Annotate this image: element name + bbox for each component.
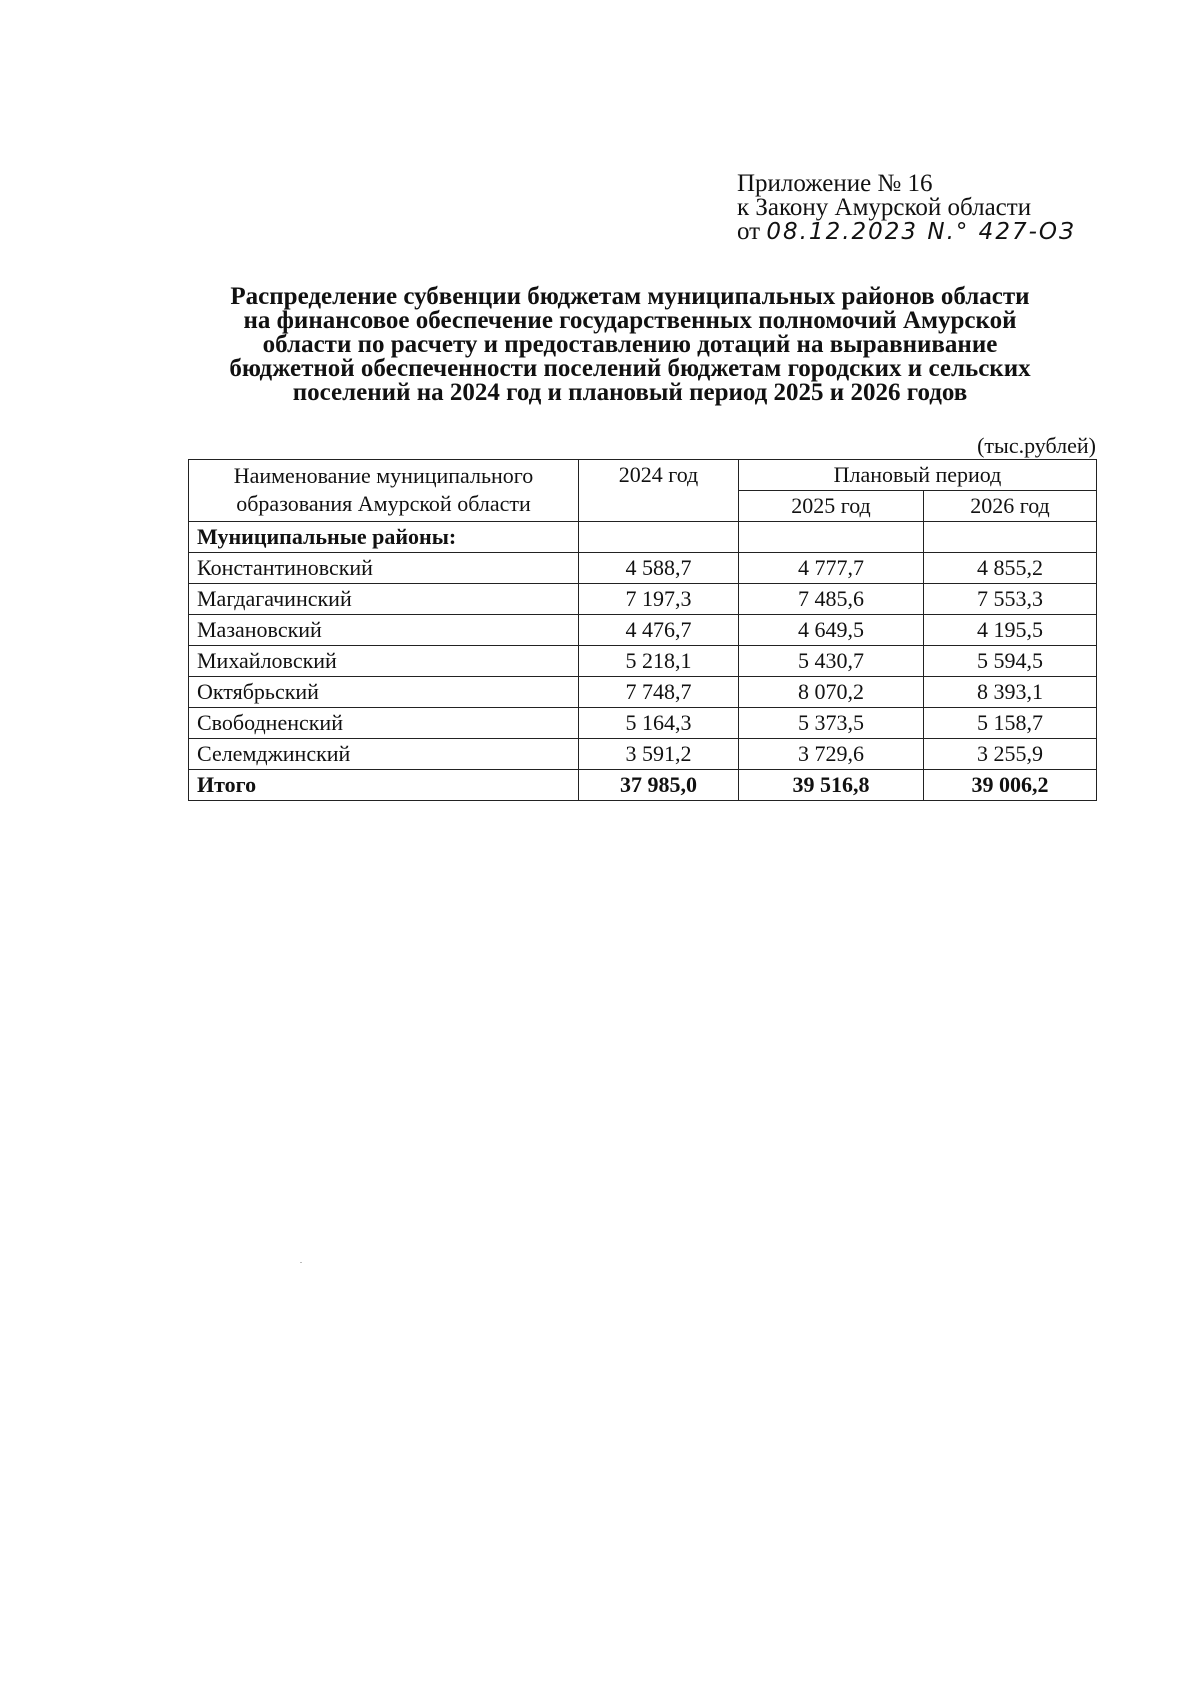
header-2026: 2026 год xyxy=(924,491,1097,522)
row-name: Октябрьский xyxy=(189,677,579,708)
appendix-date-prefix: от xyxy=(737,218,761,245)
row-value-2025: 5 430,7 xyxy=(739,646,924,677)
section-empty-cell xyxy=(739,522,924,553)
section-label: Муниципальные районы: xyxy=(189,522,579,553)
row-value-2024: 5 164,3 xyxy=(579,708,739,739)
header-planned-period: Плановый период xyxy=(739,460,1097,491)
total-value-2026: 39 006,2 xyxy=(924,770,1097,801)
row-value-2025: 3 729,6 xyxy=(739,739,924,770)
total-row xyxy=(189,770,1097,801)
row-name: Константиновский xyxy=(189,553,579,584)
row-value-2024: 3 591,2 xyxy=(579,739,739,770)
row-value-2026: 7 553,3 xyxy=(924,584,1097,615)
row-name: Магдагачинский xyxy=(189,584,579,615)
row-value-2026: 4 855,2 xyxy=(924,553,1097,584)
row-value-2026: 8 393,1 xyxy=(924,677,1097,708)
appendix-date-line xyxy=(737,220,1076,244)
row-value-2025: 7 485,6 xyxy=(739,584,924,615)
row-name: Свободненский xyxy=(189,708,579,739)
title-line-4: бюджетной обеспеченности поселений бюджетам городских и сельских xyxy=(229,355,1031,382)
row-value-2024: 4 588,7 xyxy=(579,553,739,584)
table-row xyxy=(189,553,1097,584)
row-value-2026: 5 158,7 xyxy=(924,708,1097,739)
row-value-2024: 7 197,3 xyxy=(579,584,739,615)
section-empty-cell xyxy=(579,522,739,553)
table-row xyxy=(189,708,1097,739)
row-value-2024: 4 476,7 xyxy=(579,615,739,646)
table-row xyxy=(189,739,1097,770)
section-empty-cell xyxy=(924,522,1097,553)
title-line-1: Распределение субвенции бюджетам муниципальных районов области xyxy=(230,283,1030,310)
scan-speck xyxy=(300,1262,302,1263)
table-header-row-1 xyxy=(189,460,1097,491)
row-value-2026: 4 195,5 xyxy=(924,615,1097,646)
appendix-number: Приложение № 16 xyxy=(737,170,933,197)
row-value-2024: 5 218,1 xyxy=(579,646,739,677)
row-value-2025: 4 649,5 xyxy=(739,615,924,646)
header-municipality-name: Наименование муниципального образования Амурской области xyxy=(189,460,579,522)
row-name: Михайловский xyxy=(189,646,579,677)
row-value-2025: 4 777,7 xyxy=(739,553,924,584)
row-name: Селемджинский xyxy=(189,739,579,770)
header-2024: 2024 год xyxy=(579,460,739,522)
table-row xyxy=(189,584,1097,615)
appendix-header xyxy=(737,172,1076,244)
row-name: Мазановский xyxy=(189,615,579,646)
row-value-2025: 5 373,5 xyxy=(739,708,924,739)
document-title xyxy=(150,285,1110,405)
units-label: (тыс.рублей) xyxy=(977,433,1096,458)
row-value-2024: 7 748,7 xyxy=(579,677,739,708)
title-line-3: области по расчету и предоставлению дотаций на выравнивание xyxy=(262,331,998,358)
title-line-5: поселений на 2024 год и плановый период 2025 и 2026 годов xyxy=(292,379,968,406)
row-value-2026: 5 594,5 xyxy=(924,646,1097,677)
header-2025: 2025 год xyxy=(739,491,924,522)
subvention-table xyxy=(188,459,1097,801)
title-line-2: на финансовое обеспечение государственных полномочий Амурской xyxy=(243,307,1017,334)
table-row xyxy=(189,646,1097,677)
total-value-2025: 39 516,8 xyxy=(739,770,924,801)
total-label: Итого xyxy=(189,770,579,801)
appendix-law-reference: к Закону Амурской области xyxy=(737,194,1032,221)
table-row xyxy=(189,677,1097,708)
section-row xyxy=(189,522,1097,553)
row-value-2025: 8 070,2 xyxy=(739,677,924,708)
total-value-2024: 37 985,0 xyxy=(579,770,739,801)
table-row xyxy=(189,615,1097,646)
handwritten-date-number: 08.12.2023 N.° 427-ОЗ xyxy=(766,219,1076,245)
row-value-2026: 3 255,9 xyxy=(924,739,1097,770)
